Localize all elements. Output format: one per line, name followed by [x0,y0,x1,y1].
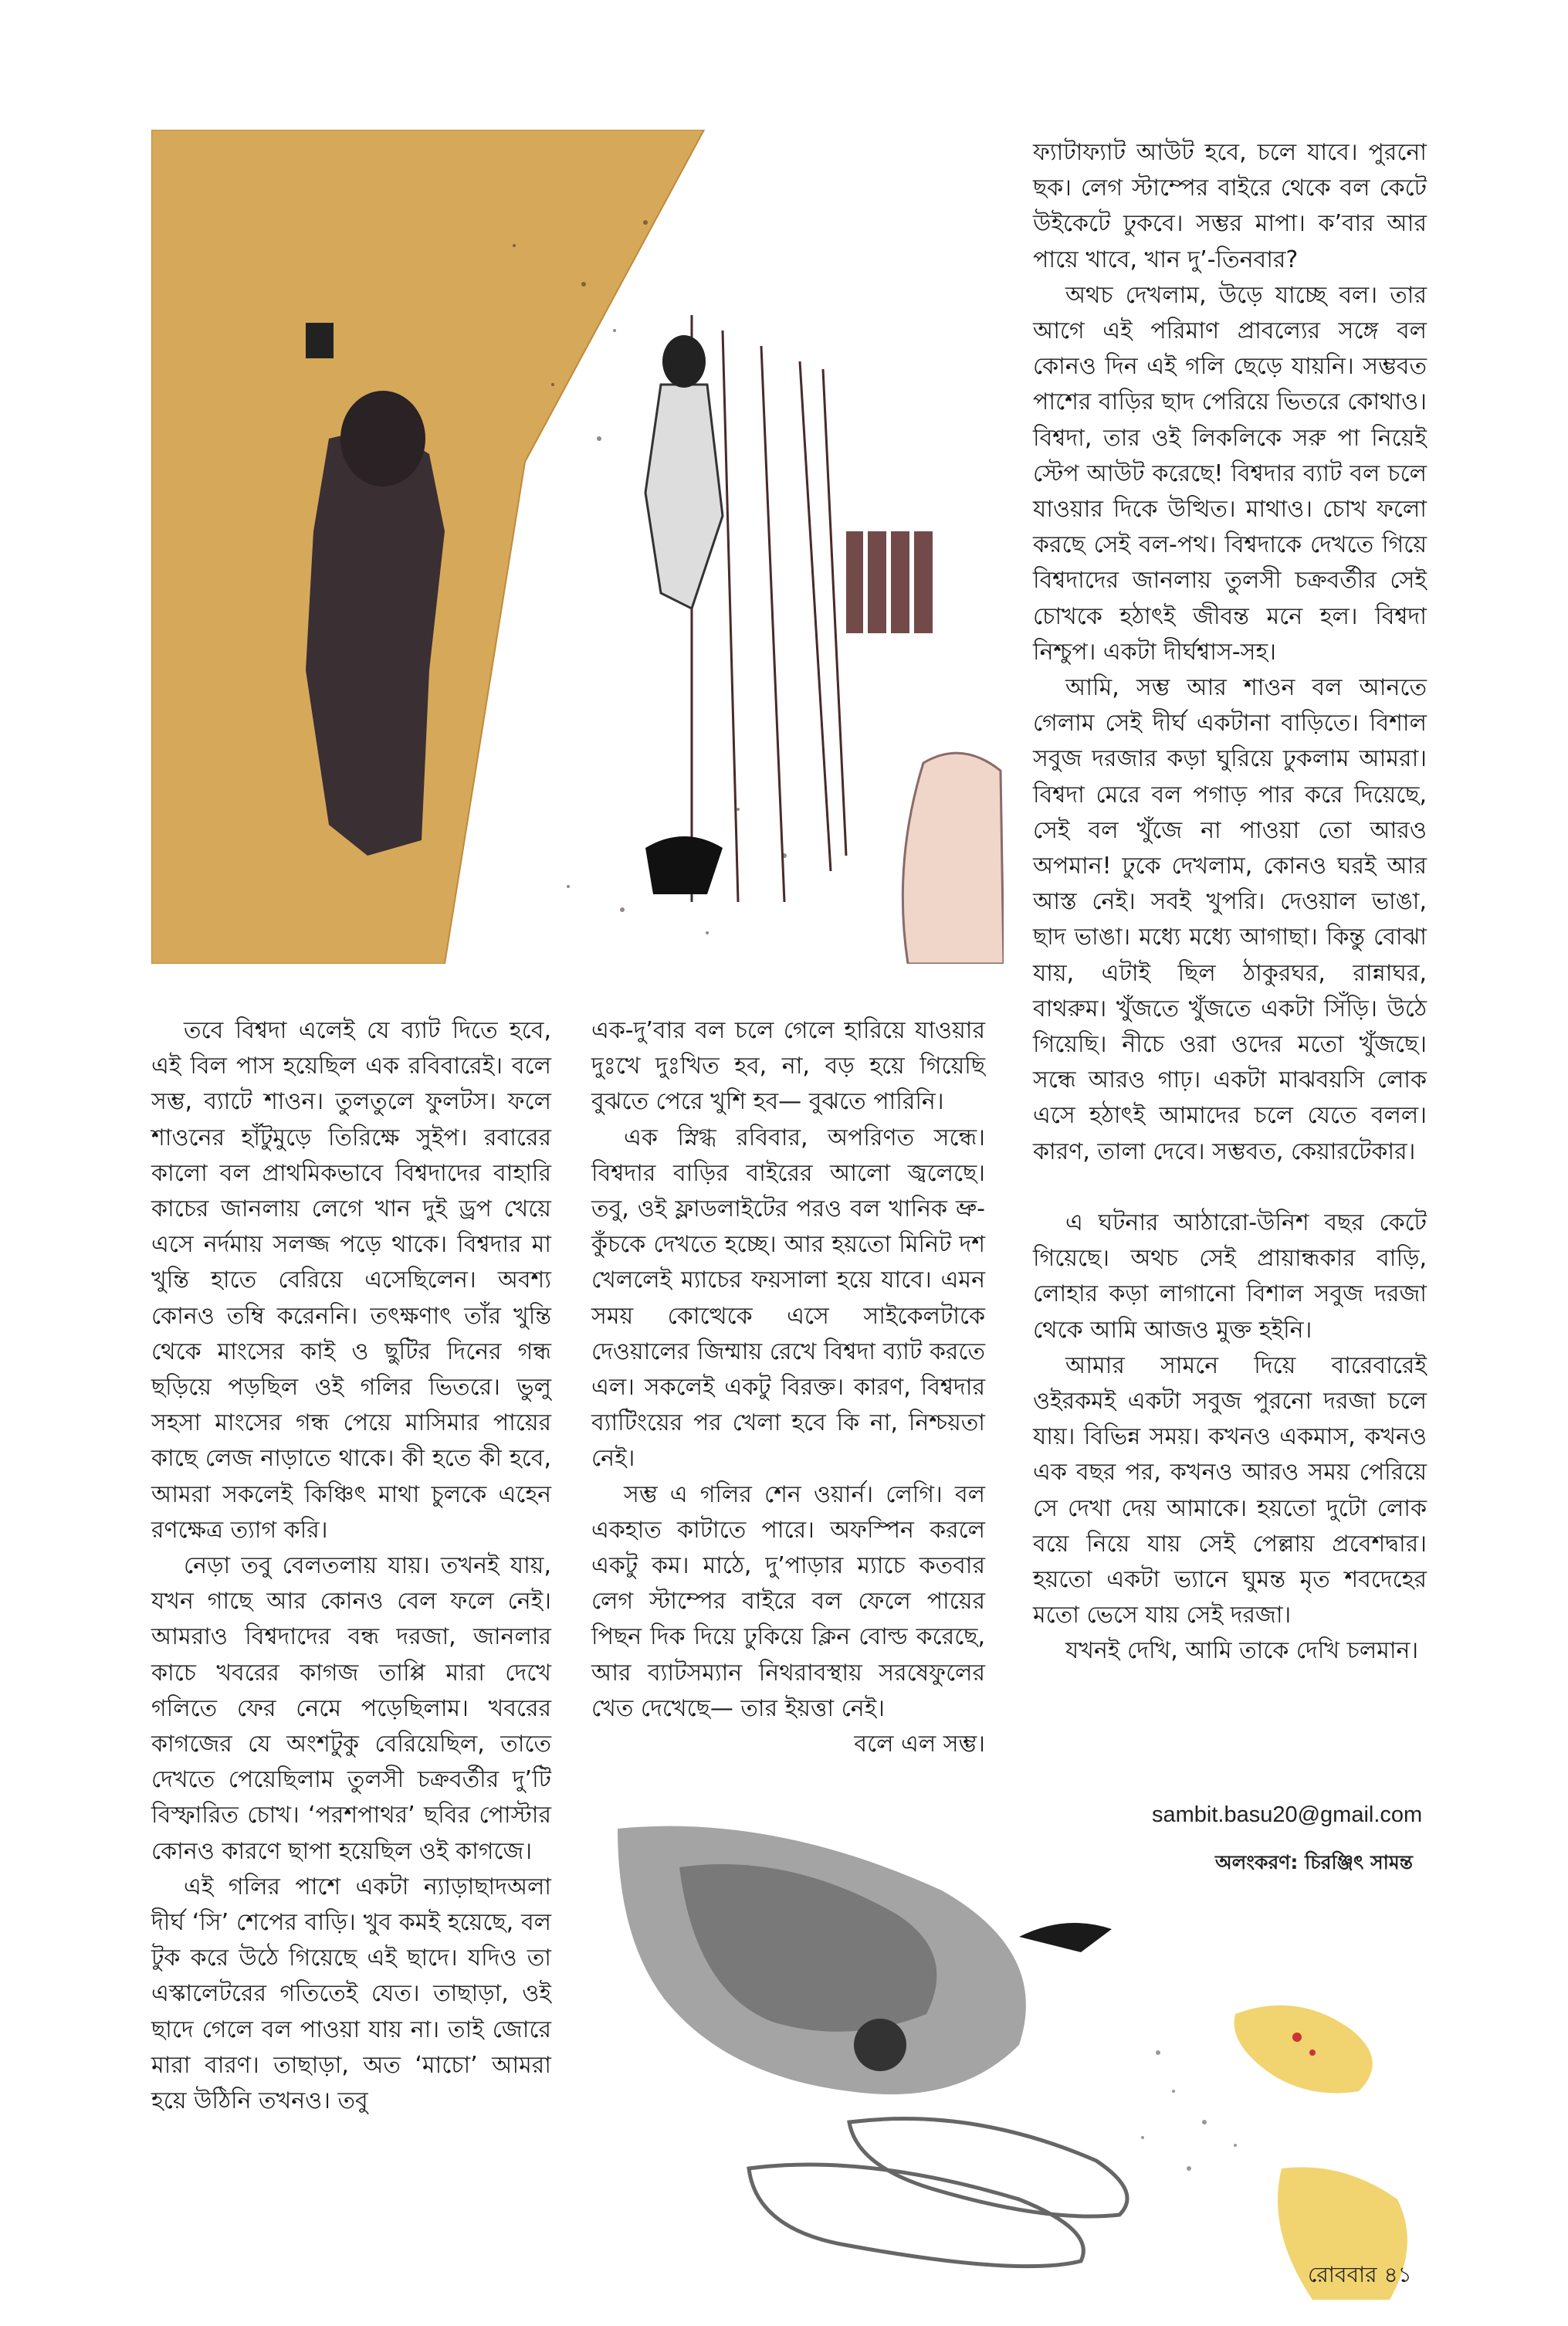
illustration-credit: অলংকরণ: চিরঞ্জিৎ সামন্ত [1215,1851,1413,1873]
paragraph: ফ্যাটাফ্যাট আউট হবে, চলে যাবে। পুরনো ছক। লেগ স্টাম্পের বাইরে থেকে বল কেটে উইকেটে ঢুকবে। সম্ভর মাপা। ক’বার আর পায়ে খাবে, খান দু’-তিনবার? [1033,139,1427,273]
paragraph: যখনই দেখি, আমি তাকে দেখি চলমান। [1065,1637,1419,1665]
paragraph: বলে এল সম্ভ। [854,1731,985,1758]
paragraph: আমি, সম্ভ আর শাওন বল আনতে গেলাম সেই দীর্ঘ একটানা বাড়িতে। বিশাল সবুজ দরজার কড়া ঘুরিয়ে ঢুকলাম আমরা। বিশ্বদা মেরে বল পগাড় পার করে দিয়েছে, সেই বল খুঁজে না পাওয়া তো আরও অপমান! ঢুকে দেখলাম, কোনও ঘরই আর আস্ত নেই। সবই খুপরি। দেওয়াল ভাঙা, ছাদ ভাঙা। মধ্যে মধ্যে আগাছা। কিন্তু বোঝা যায়, এটাই ছিল ঠাকুরঘর, রান্নাঘর, বাথরুম। খুঁজতে খুঁজতে একটা সিঁড়ি। উঠে গিয়েছি। নীচে ওরা ওদের মতো খুঁজছে। সন্ধে আরও গাঢ়। একটা মাঝবয়সি লোক এসে হঠাৎই আমাদের চলে যেতে বলল। কারণ, তালা দেবে। সম্ভবত, কেয়ারটেকার। [1033,674,1427,1165]
paragraph: তবে বিশ্বদা এলেই যে ব্যাট দিতে হবে, এই বিল পাস হয়েছিল এক রবিবারেই। বলে সম্ভ, ব্যাটে শাওন। তুলতুলে ফুলটস। ফলে শাওনের হাঁটুমুড়ে তিরিক্ষে সুইপ। রবারের কালো বল প্রাথমিকভাবে বিশ্বদাদের বাহারি কাচের জানলায় লেগে খান দুই ড্রপ খেয়ে এসে নর্দমায় সলজ্জ পড়ে থাকে। বিশ্বদার মা খুন্তি হাতে বেরিয়ে এসেছিলেন। অবশ্য কোনও তম্বি করেননি। তৎক্ষণাৎ তাঁর খুন্তি থেকে মাংসের কাই ও ছুটির দিনের গন্ধ ছড়িয়ে পড়ছিল ওই গলির ভিতরে। ভুলু সহসা মাংসের গন্ধ পেয়ে মাসিমার পায়ের কাছে লেজ নাড়াতে থাকে। কী হতে কী হবে, আমরা সকলেই কিঞ্চিৎ মাথা চুলকে এহেন রণক্ষেত্র ত্যাগ করি। [151,1017,551,1544]
paragraph: এক-দু’বার বল চলে গেলে হারিয়ে যাওয়ার দুঃখে দুঃখিত হব, না, বড় হয়ে গিয়েছি বুঝতে পেরে খুশি হব— বুঝতে পারিনি। [591,1017,985,1116]
left-column [151,1013,551,2119]
middle-column [591,1013,985,1762]
top-illustration [151,130,1004,964]
paragraph: এক স্নিগ্ধ রবিবার, অপরিণত সন্ধে। বিশ্বদার বাড়ির বাইরের আলো জ্বলেছে। তবু, ওই ফ্লাডলাইটের পরও বল খানিক ভ্রু-কুঁচকে দেখতে হচ্ছে। আর হয়তো মিনিট দশ খেললেই ম্যাচের ফয়সালা হয়ে যাবে। এমন সময় কোত্থেকে এসে সাইকেলটাকে দেওয়ালের জিম্মায় রেখে বিশ্বদা ব্যাট করতে এল। সকলেই একটু বিরক্ত। কারণ, বিশ্বদার ব্যাটিংয়ের পর খেলা হবে কি না, নিশ্চয়তা নেই। [591,1124,985,1473]
paragraph: এই গলির পাশে একটা ন্যাড়াছাদঅলা দীর্ঘ ‘সি’ শেপের বাড়ি। খুব কমই হয়েছে, বল টুক করে উঠে গিয়েছে এই ছাদে। যদিও তা এস্কালেটরের গতিতেই যেত। তাছাড়া, ওই ছাদে গেলে বল পাওয়া যায় না। তাই জোরে মারা বারণ। তাছাড়া, অত ‘মাচো’ আমরা হয়ে উঠিনি তখনও। তবু [151,1873,551,2115]
paragraph: এ ঘটনার আঠারো-উনিশ বছর কেটে গিয়েছে। অথচ সেই প্রায়ান্ধকার বাড়ি, লোহার কড়া লাগানো বিশাল সবুজ দরজা থেকে আমি আজও মুক্ত হইনি। [1033,1209,1427,1344]
paragraph: সম্ভ এ গলির শেন ওয়ার্ন। লেগি। বল একহাত কাটাতে পারে। অফস্পিন করলে একটু কম। মাঠে, দু’পাড়ার ম্যাচে কতবার লেগ স্টাম্পের বাইরে বল ফেলে পায়ের পিছন দিক দিয়ে ঢুকিয়ে ক্লিন বোল্ড করেছে, আর ব্যাটসম্যান নিথরাবস্থায় সরষেফুলের খেত দেখেছে— তার ইয়ত্তা নেই। [591,1480,985,1722]
paragraph: আমার সামনে দিয়ে বারেবারেই ওইরকমই একটা সবুজ পুরনো দরজা চলে যায়। বিভিন্ন সময়। কখনও একমাস, কখনও এক বছর পর, কখনও আরও সময় পেরিয়ে সে দেখা দেয় আমাকে। হয়তো দুটো লোক বয়ে নিয়ে যায় সেই পেল্লায় প্রবেশদ্বার। হয়তো একটা ভ্যানে ঘুমন্ত মৃত শবদেহের মতো ভেসে যায় সেই দরজা। [1033,1351,1427,1629]
right-column [1033,135,1427,1670]
bottom-illustration [618,1798,1428,2315]
page-folio: রোববার ৪১ [1308,2262,1412,2287]
author-email: sambit.basu20@gmail.com [1152,1802,1423,1827]
paragraph: নেড়া তবু বেলতলায় যায়। তখনই যায়, যখন গাছে আর কোনও বেল ফলে নেই। আমরাও বিশ্বদাদের বন্ধ দরজা, জানলার কাচে খবরের কাগজ তাপ্পি মারা দেখে গলিতে ফের নেমে পড়েছিলাম। খবরের কাগজের যে অংশটুকু বেরিয়েছিল, তাতে দেখতে পেয়েছিলাম তুলসী চক্রবর্তীর দু’টি বিস্ফারিত চোখ। ‘পরশপাথর’ ছবির পোস্টার কোনও কারণে ছাপা হয়েছিল ওই কাগজে। [151,1552,551,1865]
paragraph: অথচ দেখলাম, উড়ে যাচ্ছে বল। তার আগে এই পরিমাণ প্রাবল্যের সঙ্গে বল কোনও দিন এই গলি ছেড়ে যায়নি। সম্ভবত পাশের বাড়ির ছাদ পেরিয়ে ভিতরে কোথাও। বিশ্বদা, তার ওই লিকলিকে সরু পা নিয়েই স্টেপ আউট করেছে! বিশ্বদার ব্যাট বল চলে যাওয়ার দিকে উত্থিত। মাথাও। চোখ ফলো করছে সেই বল-পথ। বিশ্বদাকে দেখতে গিয়ে বিশ্বদাদের জানলায় তুলসী চক্রবর্তীর সেই চোখকে হঠাৎই জীবন্ত মনে হল। বিশ্বদা নিশ্চুপ। একটা দীর্ঘশ্বাস-সহ। [1033,281,1427,666]
